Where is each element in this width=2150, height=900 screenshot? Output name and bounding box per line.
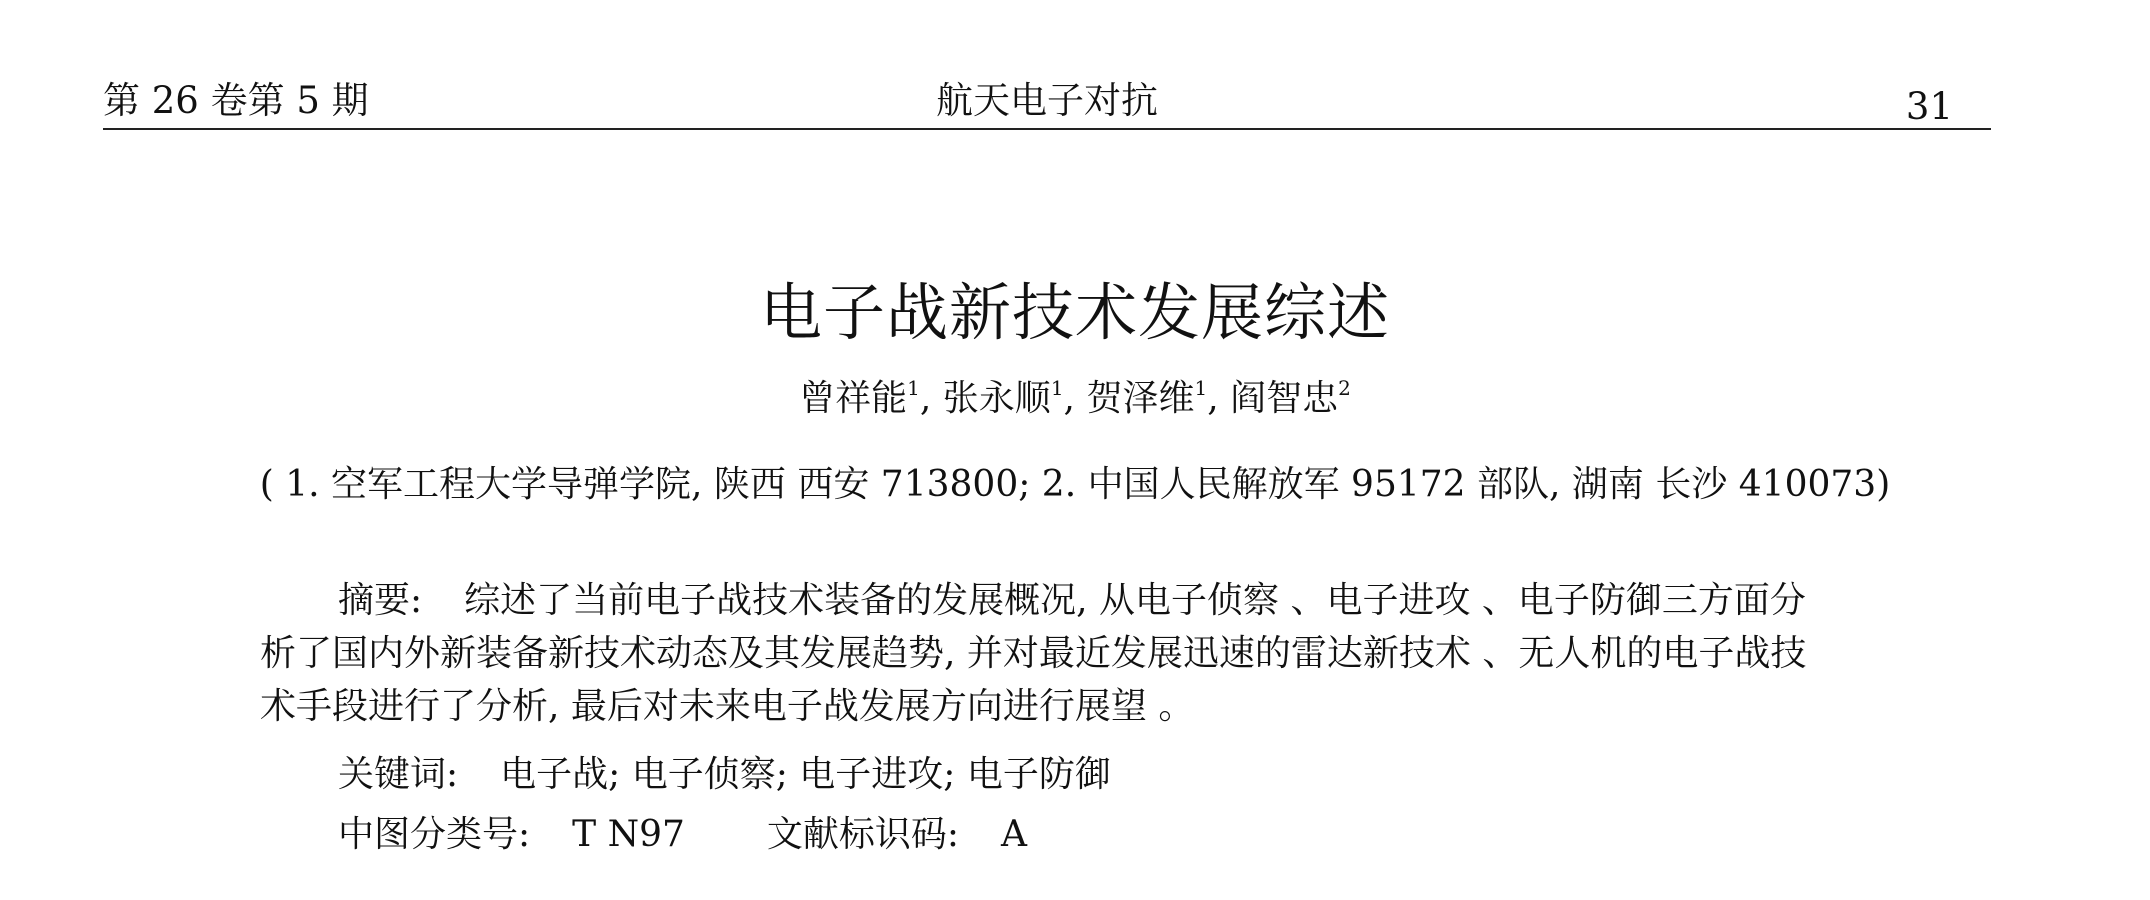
classification-info <box>338 811 1027 859</box>
document-code: A <box>1001 814 1028 855</box>
abstract <box>260 574 1830 733</box>
article-title: 电子战新技术发展综述 <box>759 276 1390 349</box>
document-code-label: 文献标识码: <box>766 814 960 855</box>
affiliation-mark: 1 <box>907 376 920 400</box>
author-name: 贺泽维 <box>1086 378 1195 419</box>
abstract-text: 综述了当前电子战技术装备的发展概况, 从电子侦察 、电子进攻 、电子防御三方面分析了国内外新装备新技术动态及其发展趋势, 并对最近发展迅速的雷达新技术 、无人机的电子战技术手段进行了分析, 最后对未来电子战发展方向进行展望 。 <box>260 580 1807 727</box>
author-name: 张永顺 <box>942 378 1051 419</box>
journal-name: 航天电子对抗 <box>936 79 1158 122</box>
issue-label: 第 26 卷第 5 期 <box>103 79 369 122</box>
abstract-label: 摘要: <box>338 580 423 621</box>
keywords <box>338 751 1111 799</box>
affiliation: ( 1. 空军工程大学导弹学院, 陕西 西安 713800; 2. 中国人民解放军 95172 部队, 湖南 长沙 410073) <box>259 464 1891 505</box>
affiliation-mark: 2 <box>1338 376 1351 400</box>
affiliation-mark: 1 <box>1194 376 1208 400</box>
author-separator: , <box>1207 378 1219 419</box>
author-separator: , <box>1063 378 1075 419</box>
page-number: 31 <box>1905 85 1953 128</box>
keywords-label: 关键词: <box>338 754 459 795</box>
author-name: 阎智忠 <box>1230 378 1339 419</box>
classification-label: 中图分类号: <box>338 814 531 855</box>
keywords-list: 电子战; 电子侦察; 电子进攻; 电子防御 <box>500 754 1111 795</box>
author-list <box>0 375 2150 423</box>
classification-code: T N97 <box>572 814 685 855</box>
affiliation-mark: 1 <box>1050 376 1064 400</box>
author-name: 曾祥能 <box>799 378 908 419</box>
author-separator: , <box>919 378 932 419</box>
journal-header <box>103 78 1991 130</box>
